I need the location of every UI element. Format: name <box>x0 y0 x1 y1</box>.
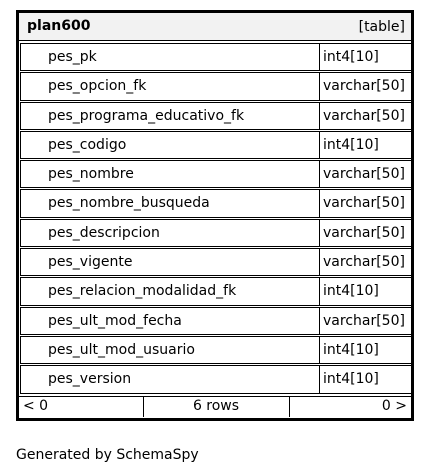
column-row <box>19 307 411 336</box>
children-count: 0 > <box>381 398 407 414</box>
column-row <box>19 102 411 131</box>
column-type: int4[10] <box>319 277 412 305</box>
column-name: pes_ult_mod_usuario <box>20 336 320 364</box>
column-name: pes_version <box>20 365 320 393</box>
column-type: int4[10] <box>319 336 412 364</box>
column-type: int4[10] <box>319 365 412 393</box>
column-type: varchar[50] <box>319 307 412 335</box>
parents-count: < 0 <box>23 398 49 414</box>
column-type: varchar[50] <box>319 160 412 188</box>
column-row <box>19 43 411 72</box>
table-header <box>19 13 411 41</box>
column-row <box>19 219 411 248</box>
column-row <box>19 336 411 365</box>
column-name: pes_vigente <box>20 248 320 276</box>
column-name: pes_nombre <box>20 160 320 188</box>
column-type: varchar[50] <box>319 72 412 100</box>
column-row <box>19 365 411 394</box>
table-name: plan600 <box>27 18 91 34</box>
column-type: varchar[50] <box>319 248 412 276</box>
column-name: pes_relacion_modalidad_fk <box>20 277 320 305</box>
generated-by-note: Generated by SchemaSpy <box>16 447 199 463</box>
column-row <box>19 72 411 101</box>
column-name: pes_opcion_fk <box>20 72 320 100</box>
column-row <box>19 160 411 189</box>
footer-divider <box>289 397 290 417</box>
table-node-plan600 <box>16 10 414 421</box>
column-type: int4[10] <box>319 131 412 159</box>
column-row <box>19 131 411 160</box>
column-type: varchar[50] <box>319 189 412 217</box>
column-row <box>19 277 411 306</box>
column-name: pes_ult_mod_fecha <box>20 307 320 335</box>
column-name: pes_programa_educativo_fk <box>20 102 320 130</box>
column-name: pes_nombre_busqueda <box>20 189 320 217</box>
column-row <box>19 189 411 218</box>
table-kind: [table] <box>358 19 405 35</box>
row-count: 6 rows <box>192 398 240 414</box>
table-footer <box>19 396 411 418</box>
column-type: varchar[50] <box>319 102 412 130</box>
column-type: varchar[50] <box>319 219 412 247</box>
column-list <box>19 43 411 395</box>
column-name: pes_pk <box>20 43 320 71</box>
column-name: pes_descripcion <box>20 219 320 247</box>
column-row <box>19 248 411 277</box>
column-name: pes_codigo <box>20 131 320 159</box>
column-type: int4[10] <box>319 43 412 71</box>
